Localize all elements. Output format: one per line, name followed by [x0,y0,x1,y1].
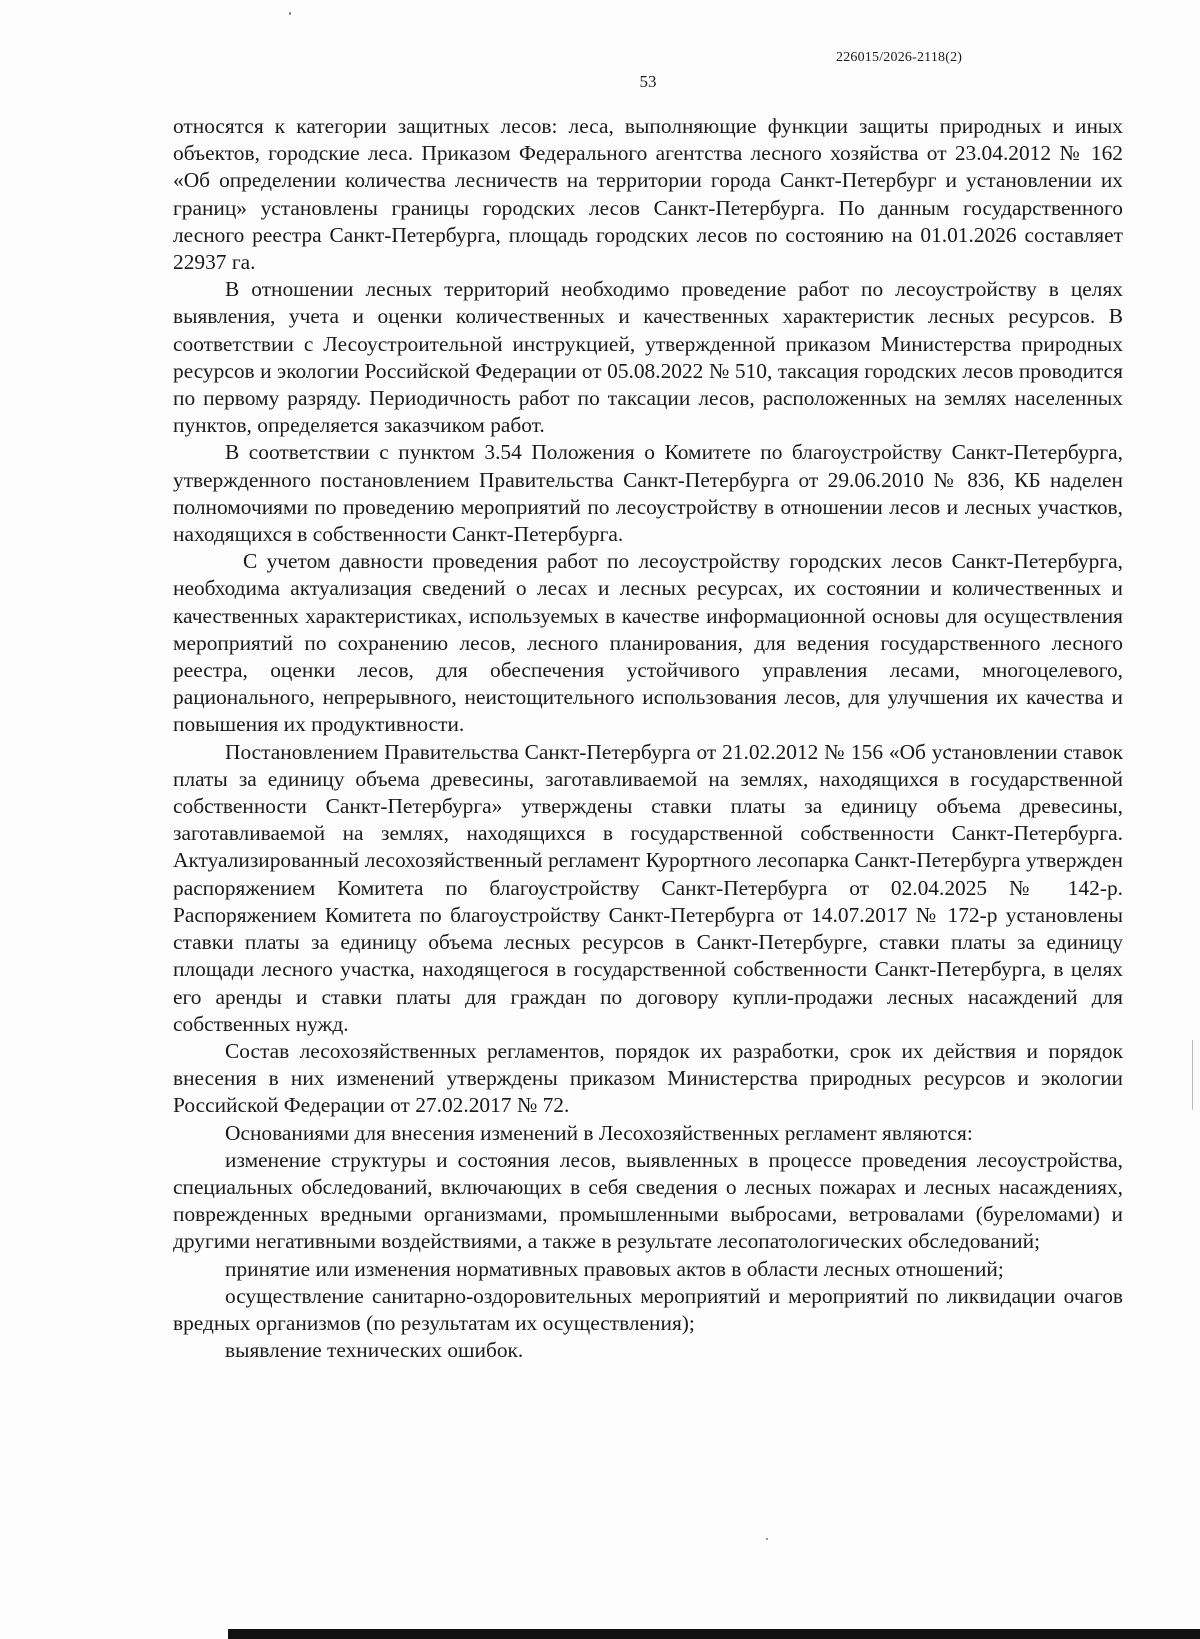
paragraph-committee-powers: В соответствии с пунктом 3.54 Положения о Комитете по благоустройству Санкт-Петербурга, утвержденного постановлением Правительства Санкт-Петербурга от 29.06.2010 № 836, КБ наделен полномочиями по проведению мероприятий по лесоустройству в отношении лесов и лесных участков, находящихся в собственности Санкт-Петербурга. [173,440,1123,547]
list-item-sanitary-measures: осуществление санитарно-оздоровительных мероприятий и мероприятий по ликвидации очагов вредных организмов (по результатам их осуществления); [173,1283,1123,1335]
document-body [173,113,1123,1364]
paragraph-forest-management: В отношении лесных территорий необходимо проведение работ по лесоустройству в целях выявления, учета и оценки количественных и качественных характеристик лесных ресурсов. В соответствии с Лесоустроительной инструкцией, утвержденной приказом Министерства природных ресурсов и экологии Российской Федерации от 05.08.2022 № 510, таксация городских лесов проводится по первому разряду. Периодичность работ по таксации лесов, расположенных на землях населенных пунктов, определяется заказчиком работ. [173,277,1123,438]
list-item-technical-errors: выявление технических ошибок. [225,1338,524,1363]
scan-speck [289,12,291,15]
scan-bottom-edge [228,1629,1200,1639]
list-item-structure-change: изменение структуры и состояния лесов, выявленных в процессе проведения лесоустройства, специальных обследований, включающих в себя сведения о лесных пожарах и лесных насаждениях, поврежденных вредными организмами, промышленными выбросами, ветровалами (буреломами) и другими негативными воздействиями, а также в результате лесопатологических обследований; [173,1147,1123,1254]
paragraph-change-grounds: Основаниями для внесения изменений в Лесохозяйственных регламент являются: [225,1120,973,1145]
scan-speck [766,1538,768,1540]
scan-edge-line [1192,1040,1193,1110]
paragraph-city-forests: относятся к категории защитных лесов: леса, выполняющие функции защиты природных и иных объектов, городские леса. Приказом Федерального агентства лесного хозяйства от 23.04.2012 № 162 «Об определении количества лесничеств на территории города Санкт-Петербург и установлении их границ» установлены границы городских лесов Санкт-Петербурга. По данным государственного лесного реестра Санкт-Петербурга, площадь городских лесов по состоянию на 01.01.2026 составляет 22937 га. [173,114,1123,275]
document-number: 226015/2026-2118(2) [836,50,963,65]
paragraph-update-need: С учетом давности проведения работ по лесоустройству городских лесов Санкт-Петербурга, необходима актуализация сведений о лесах и лесных ресурсах, их состоянии и количественных и качественных характеристиках, используемых в качестве информационной основы для осуществления мероприятий по сохранению лесов, лесного планирования, для ведения государственного лесного реестра, оценки лесов, для обеспечения устойчивого управления лесами, многоцелевого, рационального, непрерывного, неистощительного использования лесов, для улучшения их качества и повышения их продуктивности. [173,549,1123,737]
paragraph-payment-rates: Постановлением Правительства Санкт-Петербурга от 21.02.2012 № 156 «Об установлении ставок платы за единицу объема древесины, заготавливаемой на землях, находящихся в государственной собственности Санкт-Петербурга» утверждены ставки платы за единицу объема древесины, заготавливаемой на землях, находящихся в государственной собственности Санкт-Петербурга. Актуализированный лесохозяйственный регламент Курортного лесопарка Санкт-Петербурга утвержден распоряжением Комитета по благоустройству Санкт-Петербурга от 02.04.2025 № 142-р. Распоряжением Комитета по благоустройству Санкт-Петербурга от 14.07.2017 № 172-р установлены ставки платы за единицу объема лесных ресурсов в Санкт-Петербурге, ставки платы за единицу площади лесного участка, находящегося в государственной собственности Санкт-Петербурга, в целях его аренды и ставки платы для граждан по договору купли-продажи лесных насаждений для собственных нужд. [173,739,1123,1036]
page-number: 53 [639,72,657,91]
list-item-legal-acts: принятие или изменения нормативных правовых актов в области лесных отношений; [225,1256,1004,1281]
paragraph-regulations-composition: Состав лесохозяйственных регламентов, порядок их разработки, срок их действия и порядок внесения в них изменений утверждены приказом Министерства природных ресурсов и экологии Российской Федерации от 27.02.2017 № 72. [173,1038,1123,1118]
